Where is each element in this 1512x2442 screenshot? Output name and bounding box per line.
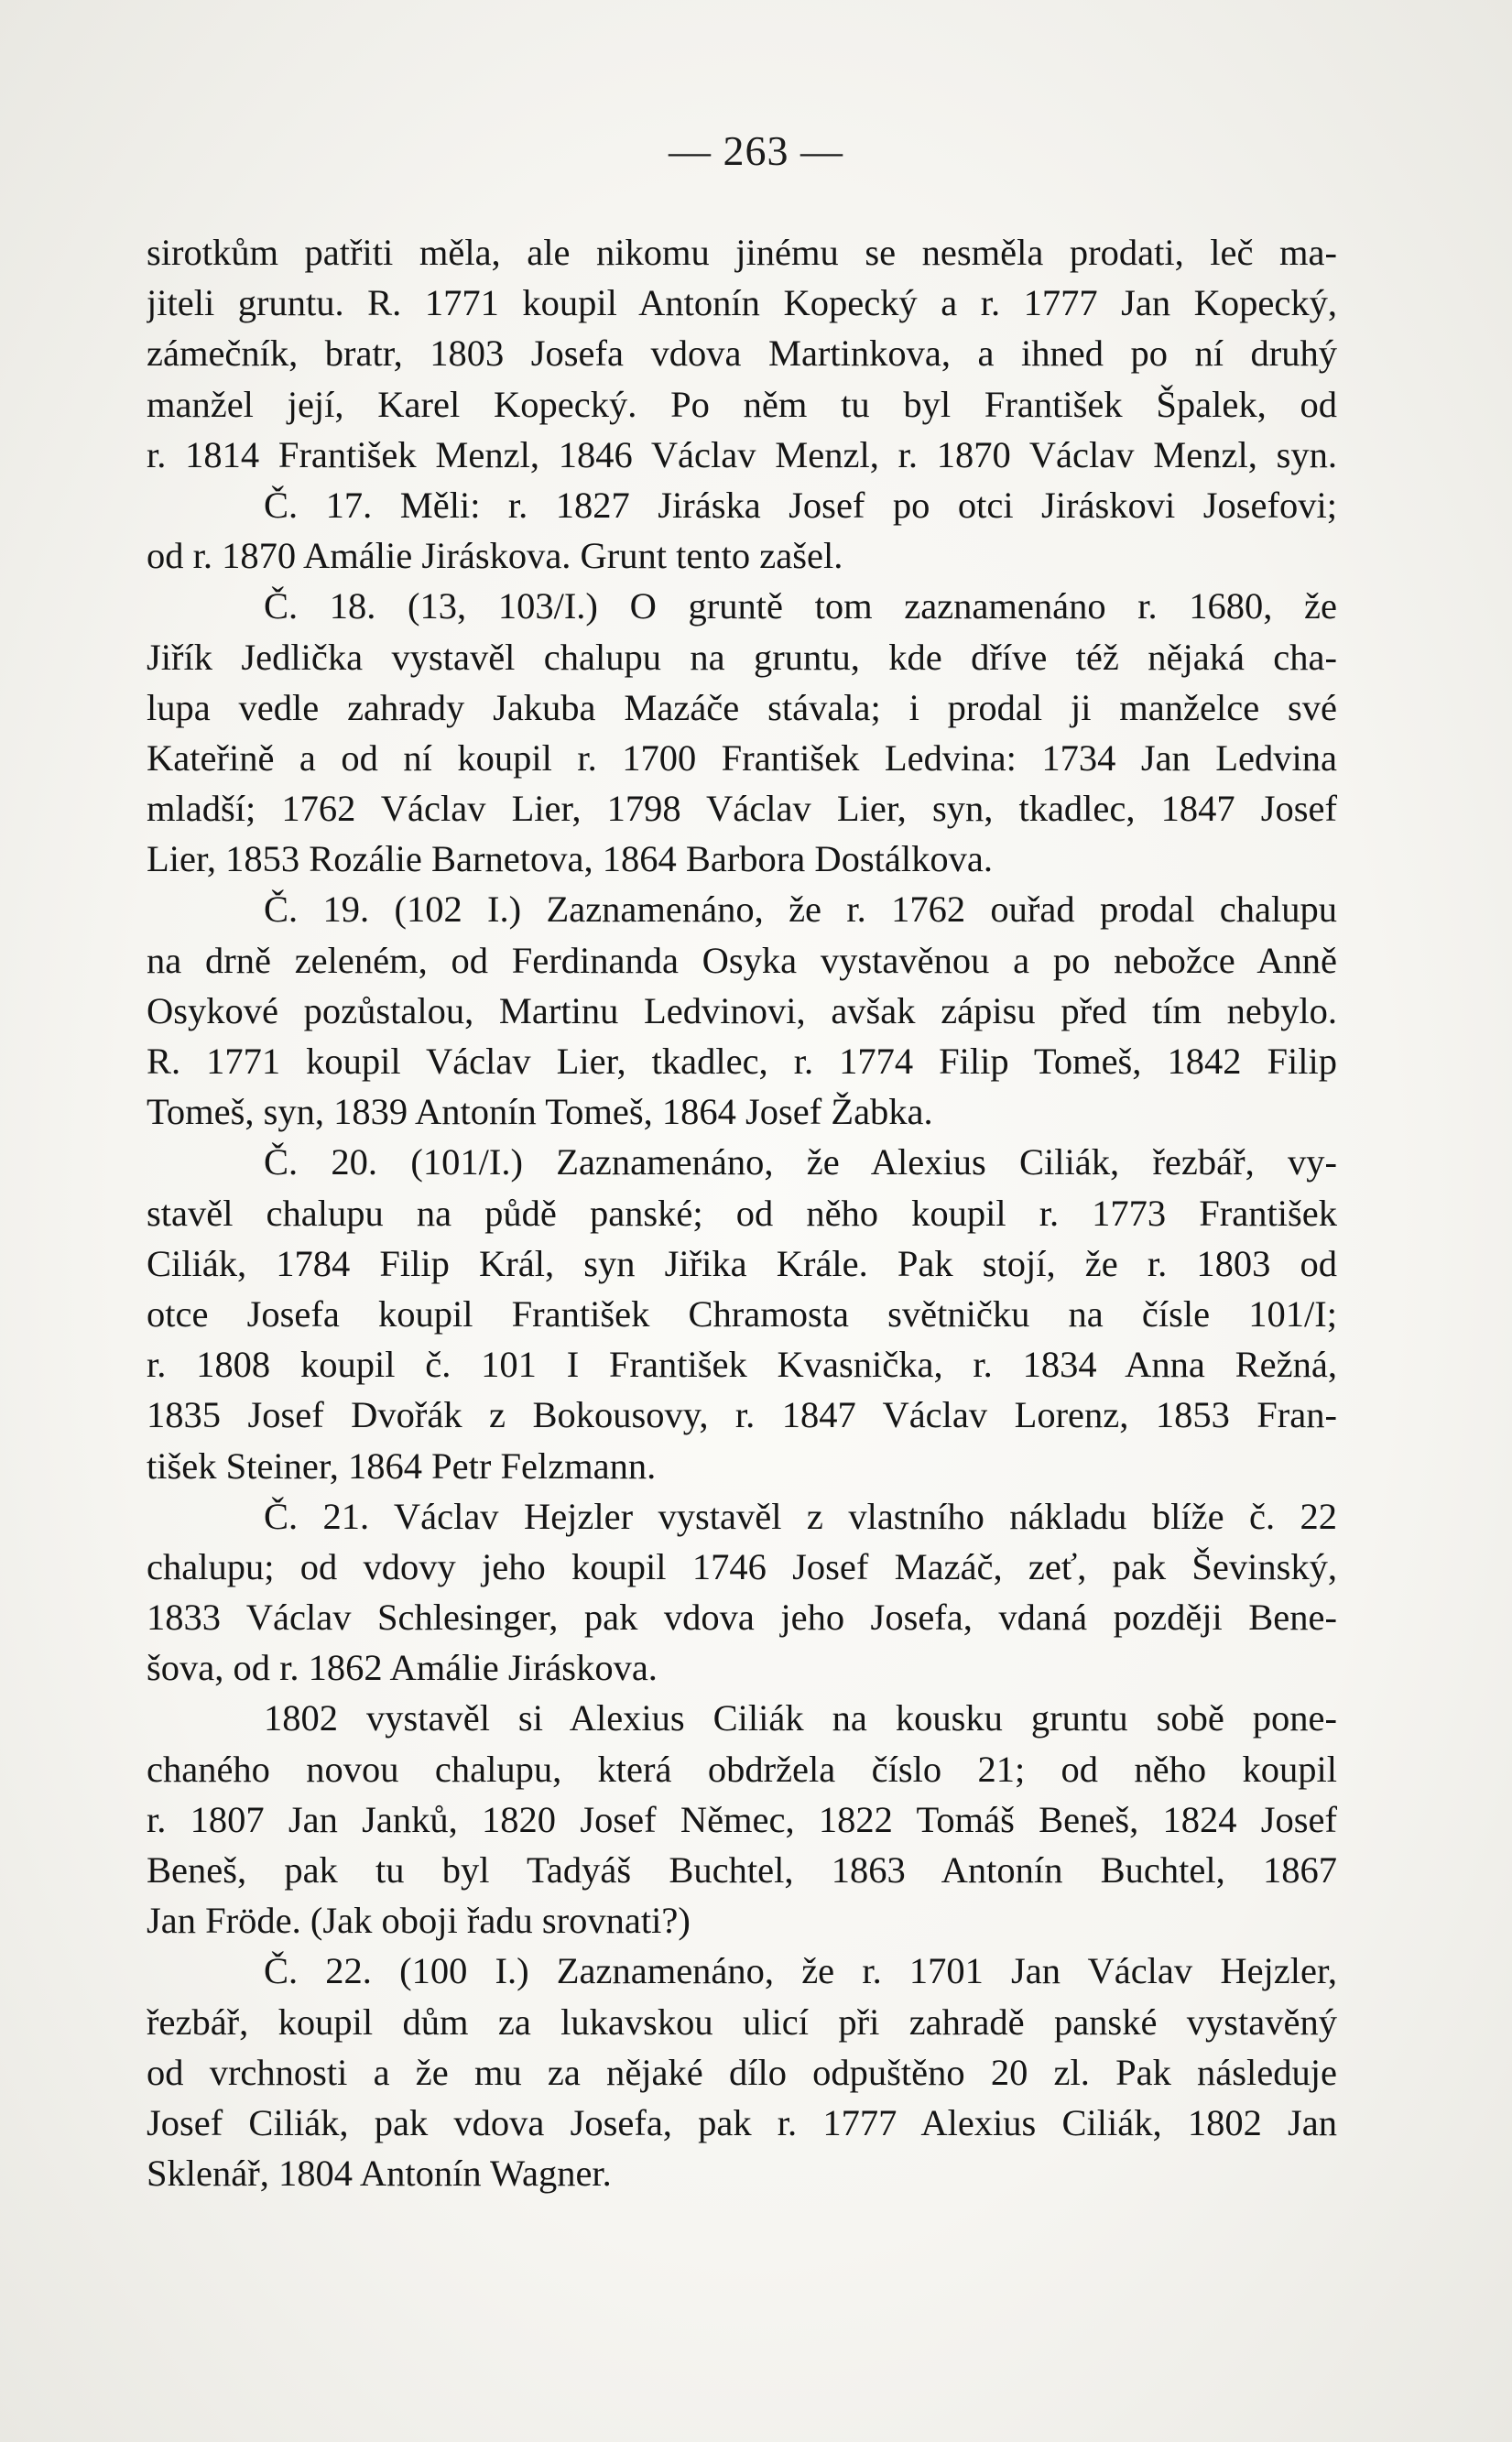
text-line: chaného novou chalupu, která obdržela číslo 21; od něho koupil bbox=[147, 1748, 1337, 1790]
text-line: chalupu; od vdovy jeho koupil 1746 Josef Mazáč, zeť, pak Ševinský, bbox=[147, 1545, 1337, 1587]
text-line: Beneš, pak tu byl Tadyáš Buchtel, 1863 Antonín Buchtel, 1867 bbox=[147, 1849, 1337, 1891]
text-line: Osykové pozůstalou, Martinu Ledvinovi, avšak zápisu před tím nebylo. bbox=[147, 989, 1337, 1031]
text-line: R. 1771 koupil Václav Lier, tkadlec, r. 1774 Filip Tomeš, 1842 Filip bbox=[147, 1041, 1337, 1082]
text-line: šova, od r. 1862 Amálie Jiráskova. bbox=[147, 1647, 658, 1689]
text-line: r. 1808 koupil č. 101 I František Kvasnička, r. 1834 Anna Režná, bbox=[147, 1344, 1337, 1386]
text-line: zámečník, bratr, 1803 Josefa vdova Martinkova, a ihned po ní druhý bbox=[147, 333, 1337, 375]
text-line: Tomeš, syn, 1839 Antonín Tomeš, 1864 Josef Žabka. bbox=[147, 1091, 933, 1133]
text-line: lupa vedle zahrady Jakuba Mazáče stávala; i prodal ji manželce své bbox=[147, 686, 1337, 728]
text-line: 1833 Václav Schlesinger, pak vdova jeho Josefa, vdaná později Bene- bbox=[147, 1597, 1337, 1639]
text-line: r. 1814 František Menzl, 1846 Václav Menzl, r. 1870 Václav Menzl, syn. bbox=[147, 433, 1337, 475]
text-line: sirotkům patřiti měla, ale nikomu jinému se nesměla prodati, leč ma- bbox=[147, 232, 1337, 273]
text-line: Č. 18. (13, 103/I.) O gruntě tom zaznamenáno r. 1680, že bbox=[264, 585, 1337, 627]
text-line: jiteli gruntu. R. 1771 koupil Antonín Kopecký a r. 1777 Jan Kopecký, bbox=[147, 282, 1337, 324]
text-line: Ciliák, 1784 Filip Král, syn Jiřika Krále. Pak stojí, že r. 1803 od bbox=[147, 1242, 1337, 1284]
text-line: Jan Fröde. (Jak oboji řadu srovnati?) bbox=[147, 1900, 691, 1942]
text-line: Č. 22. (100 I.) Zaznamenáno, že r. 1701 Jan Václav Hejzler, bbox=[264, 1950, 1337, 1992]
text-line: r. 1807 Jan Janků, 1820 Josef Němec, 1822 Tomáš Beneš, 1824 Josef bbox=[147, 1798, 1337, 1840]
text-line: od vrchnosti a že mu za nějaké dílo odpuštěno 20 zl. Pak následuje bbox=[147, 2051, 1337, 2093]
text-line: Josef Ciliák, pak vdova Josefa, pak r. 1777 Alexius Ciliák, 1802 Jan bbox=[147, 2101, 1337, 2143]
text-line: Č. 19. (102 I.) Zaznamenáno, že r. 1762 ouřad prodal chalupu bbox=[264, 888, 1337, 931]
text-line: 1835 Josef Dvořák z Bokousovy, r. 1847 Václav Lorenz, 1853 Fran- bbox=[147, 1394, 1337, 1436]
text-line: otce Josefa koupil František Chramosta světničku na čísle 101/I; bbox=[147, 1292, 1337, 1335]
text-line: na drně zeleném, od Ferdinanda Osyka vystavěnou a po nebožce Anně bbox=[147, 939, 1337, 981]
text-line: od r. 1870 Amálie Jiráskova. Grunt tento zašel. bbox=[147, 535, 843, 577]
text-line: Sklenář, 1804 Antonín Wagner. bbox=[147, 2153, 612, 2195]
text-line: Č. 20. (101/I.) Zaznamenáno, že Alexius Ciliák, řezbář, vy- bbox=[264, 1141, 1337, 1183]
text-line: Lier, 1853 Rozálie Barnetova, 1864 Barbora Dostálkova. bbox=[147, 838, 993, 880]
text-line: Kateřině a od ní koupil r. 1700 František Ledvina: 1734 Jan Ledvina bbox=[147, 736, 1337, 779]
text-line: řezbář, koupil dům za lukavskou ulicí při zahradě panské vystavěný bbox=[147, 2000, 1337, 2043]
text-line: Č. 17. Měli: r. 1827 Jiráska Josef po otci Jiráskovi Josefovi; bbox=[264, 484, 1337, 526]
text-line: tišek Steiner, 1864 Petr Felzmann. bbox=[147, 1444, 657, 1487]
text-line: 1802 vystavěl si Alexius Ciliák na kousku gruntu sobě pone- bbox=[264, 1697, 1337, 1739]
text-line: Č. 21. Václav Hejzler vystavěl z vlastního nákladu blíže č. 22 bbox=[264, 1495, 1337, 1537]
text-line: stavěl chalupu na půdě panské; od něho koupil r. 1773 František bbox=[147, 1192, 1337, 1234]
text-line: mladší; 1762 Václav Lier, 1798 Václav Lier, syn, tkadlec, 1847 Josef bbox=[147, 788, 1337, 830]
text-line: Jiřík Jedlička vystavěl chalupu na gruntu, kde dříve též nějaká cha- bbox=[147, 636, 1337, 678]
page-number: — 263 — bbox=[669, 127, 843, 174]
text-line: manžel její, Karel Kopecký. Po něm tu byl František Špalek, od bbox=[147, 383, 1337, 425]
body-text bbox=[147, 227, 1337, 2198]
